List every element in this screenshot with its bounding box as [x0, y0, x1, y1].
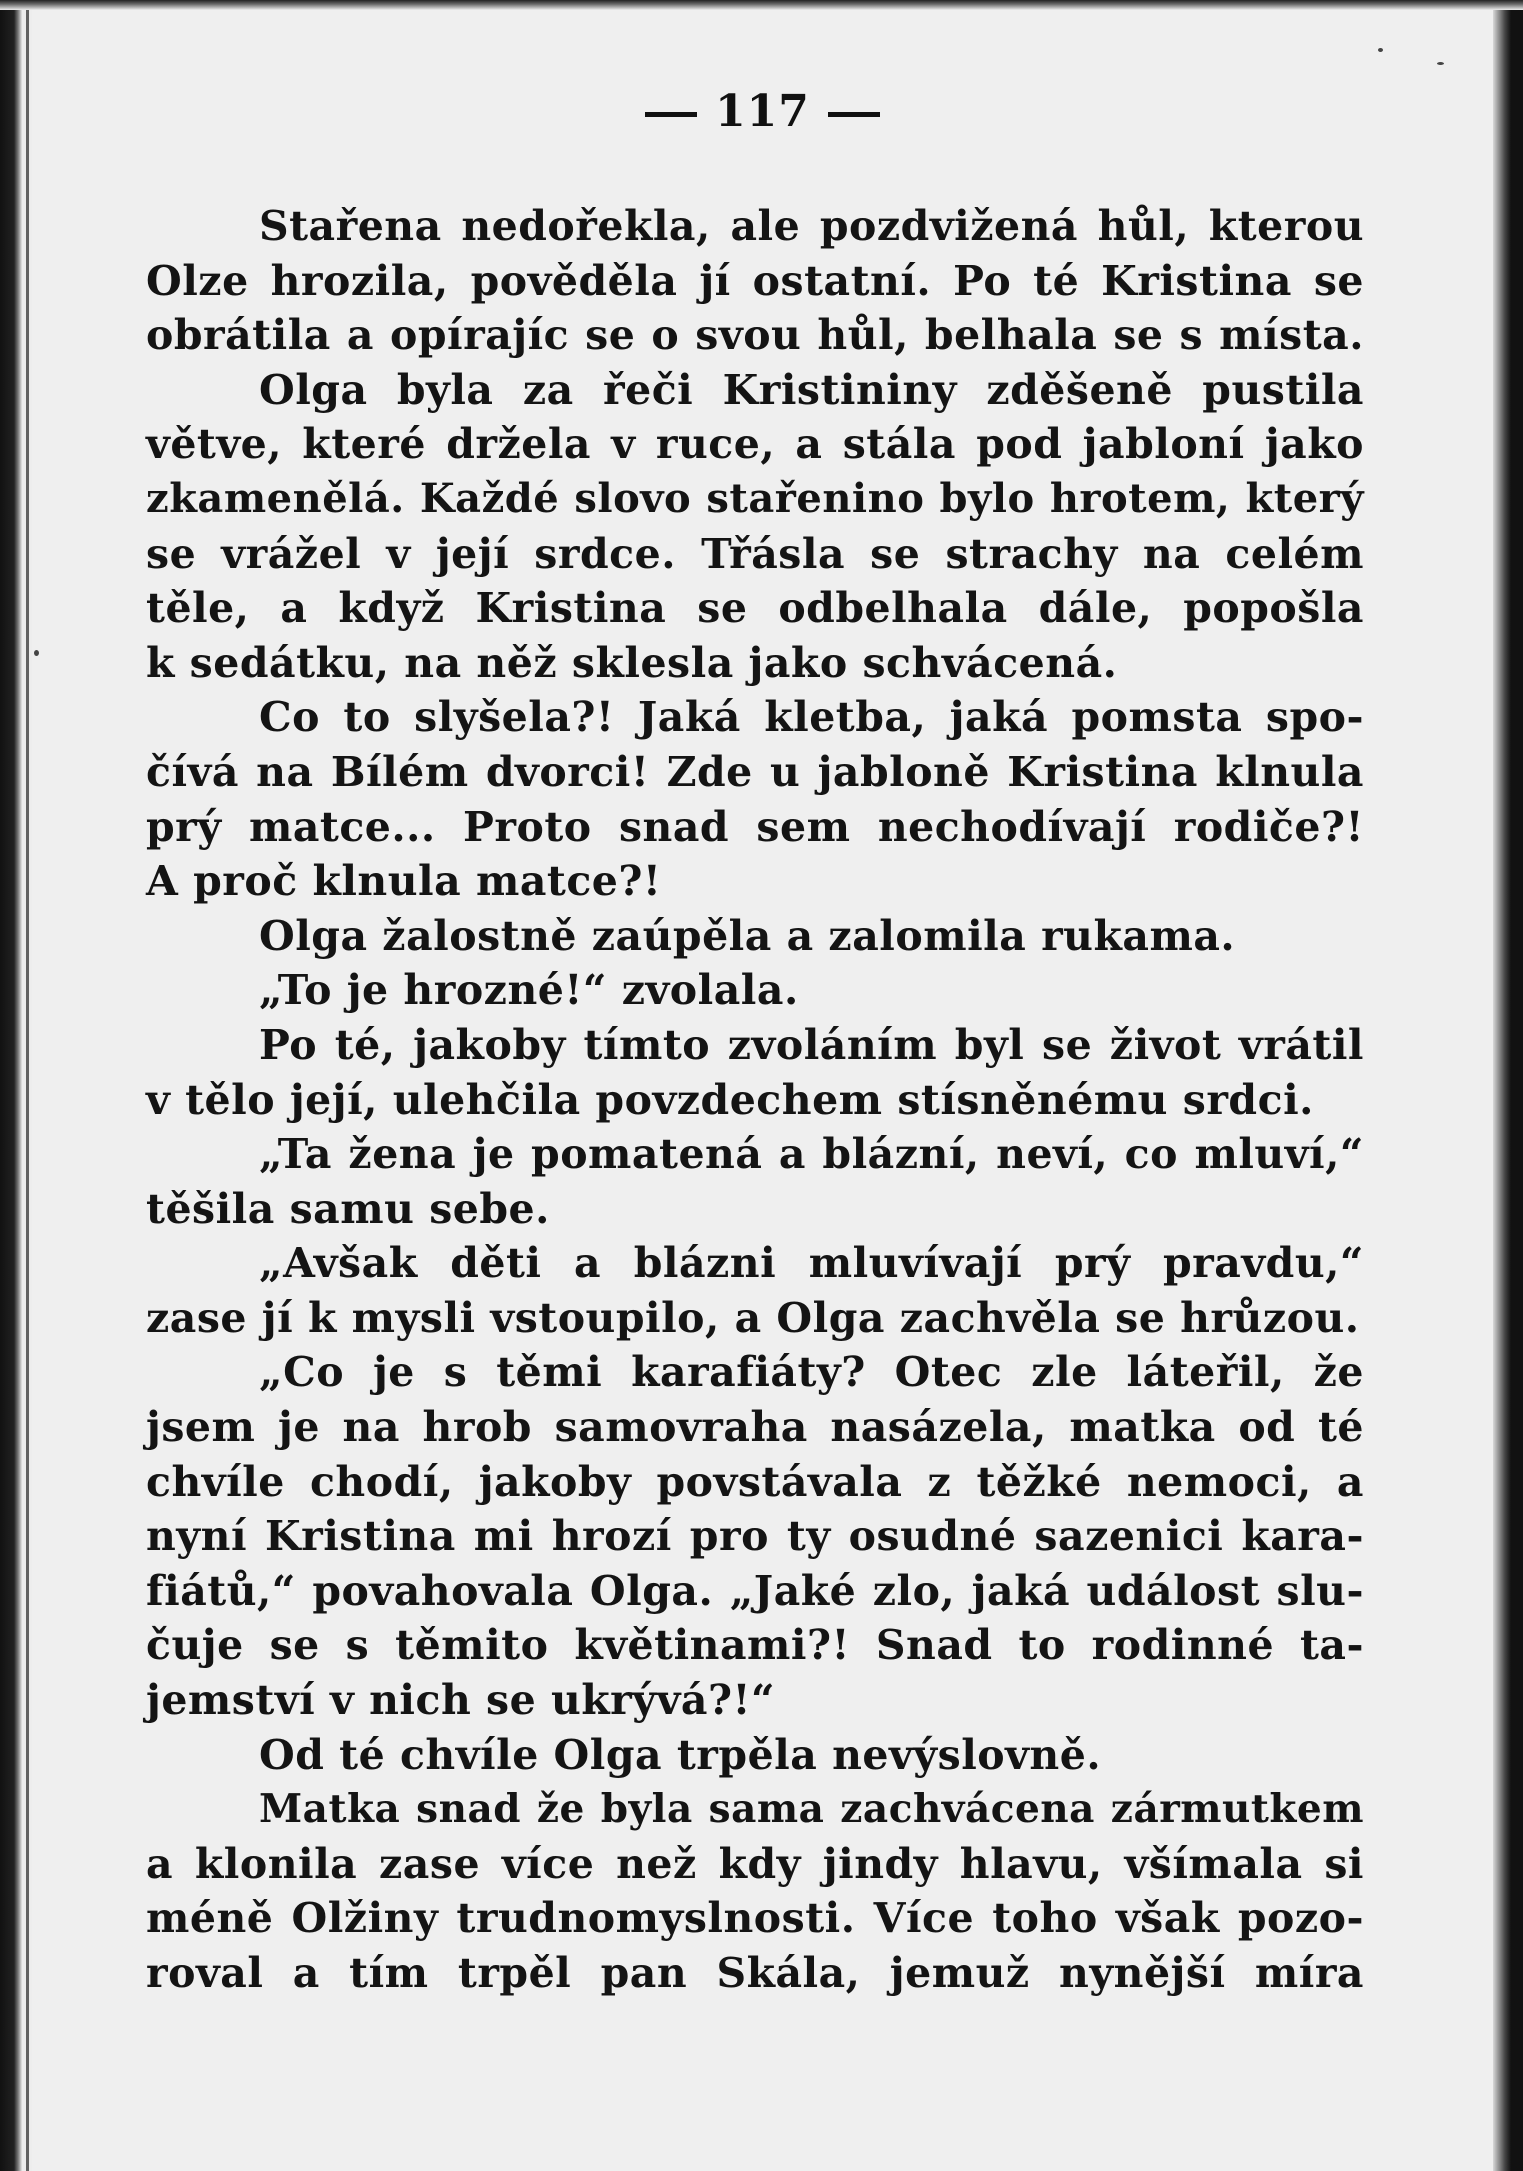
- text-line: těšila samu sebe.: [146, 1184, 550, 1233]
- text-line: Olga byla za řeči Kristininy zděšeně pustila: [259, 365, 1364, 414]
- text-line: a klonila zase více než kdy jindy hlavu, všímala si: [146, 1839, 1364, 1888]
- book-page: [32, 10, 1493, 2171]
- text-line: A proč klnula matce?!: [146, 857, 662, 906]
- text-line: „To je hrozné!“ zvolala.: [259, 966, 799, 1015]
- text-line: větve, které držela v ruce, a stála pod jabloní jako: [146, 420, 1364, 469]
- text-line: prý matce... Proto snad sem nechodívají rodiče?!: [146, 802, 1364, 851]
- text-line: Co to slyšela?! Jaká kletba, jaká pomsta spo-: [259, 693, 1364, 742]
- text-line: roval a tím trpěl pan Skála, jemuž nynější míra: [146, 1949, 1364, 1997]
- text-line: Matka snad že byla sama zachvácena zármutkem: [259, 1786, 1364, 1833]
- text-line: jsem je na hrob samovraha nasázela, matka od té: [146, 1403, 1364, 1452]
- text-line: těle, a když Kristina se odbelhala dále, popošla: [146, 584, 1364, 633]
- text-line: Olga žalostně zaúpěla a zalomila rukama.: [259, 911, 1236, 960]
- page-left-edge-shadow: [0, 0, 22, 2171]
- text-line: chvíle chodí, jakoby povstávala z těžké nemoci, a: [146, 1457, 1364, 1506]
- text-line: „Ta žena je pomatená a blázní, neví, co mluví,“: [259, 1130, 1364, 1179]
- header-dash-left: [645, 112, 697, 117]
- text-line: obrátila a opírajíc se o svou hůl, belhala se s místa.: [146, 311, 1364, 360]
- text-line: k sedátku, na něž sklesla jako schvácená.: [146, 638, 1118, 687]
- text-line: méně Olžiny trudnomyslnosti. Více toho však pozo-: [146, 1894, 1364, 1943]
- text-line: fiátů,“ povahovala Olga. „Jaké zlo, jaká událost slu-: [146, 1566, 1364, 1615]
- scan-speck: [1437, 62, 1444, 65]
- text-line: zkamenělá. Každé slovo stařenino bylo hrotem, který: [146, 474, 1364, 522]
- text-line: Od té chvíle Olga trpěla nevýslovně.: [259, 1730, 1102, 1779]
- text-line: čívá na Bílém dvorci! Zde u jabloně Kristina klnula: [146, 747, 1364, 796]
- text-line: v tělo její, ulehčila povzdechem stísněnému srdci.: [146, 1075, 1314, 1124]
- scan-speck: [34, 650, 39, 656]
- text-line: Po té, jakoby tímto zvoláním byl se život vrátil: [259, 1020, 1364, 1069]
- scan-speck: [1378, 48, 1383, 52]
- text-line: jemství v nich se ukrývá?!“: [146, 1676, 776, 1725]
- text-line: Olze hrozila, pověděla jí ostatní. Po té Kristina se: [146, 256, 1364, 305]
- text-line: se vrážel v její srdce. Třásla se strachy na celém: [146, 529, 1364, 578]
- text-line: „Avšak děti a blázni mluvívají prý pravdu,“: [259, 1239, 1364, 1288]
- body-text: [146, 199, 1364, 2001]
- text-line: zase jí k mysli vstoupilo, a Olga zachvěla se hrůzou.: [146, 1293, 1360, 1342]
- header-dash-right: [828, 112, 880, 117]
- text-line: „Co je s těmi karafiáty? Otec zle láteřil, že: [259, 1348, 1364, 1397]
- text-line: Stařena nedořekla, ale pozdvižená hůl, kterou: [259, 202, 1364, 250]
- page-top-edge-shadow: [0, 0, 1523, 10]
- text-line: čuje se s těmito květinami?! Snad to rodinné ta-: [146, 1621, 1364, 1670]
- text-line: nyní Kristina mi hrozí pro ty osudné sazenici kara-: [146, 1512, 1364, 1561]
- page-header: [32, 86, 1493, 137]
- page-left-binding-line: [26, 0, 29, 2171]
- page-right-edge-shadow: [1493, 0, 1523, 2171]
- page-number: 117: [715, 86, 810, 137]
